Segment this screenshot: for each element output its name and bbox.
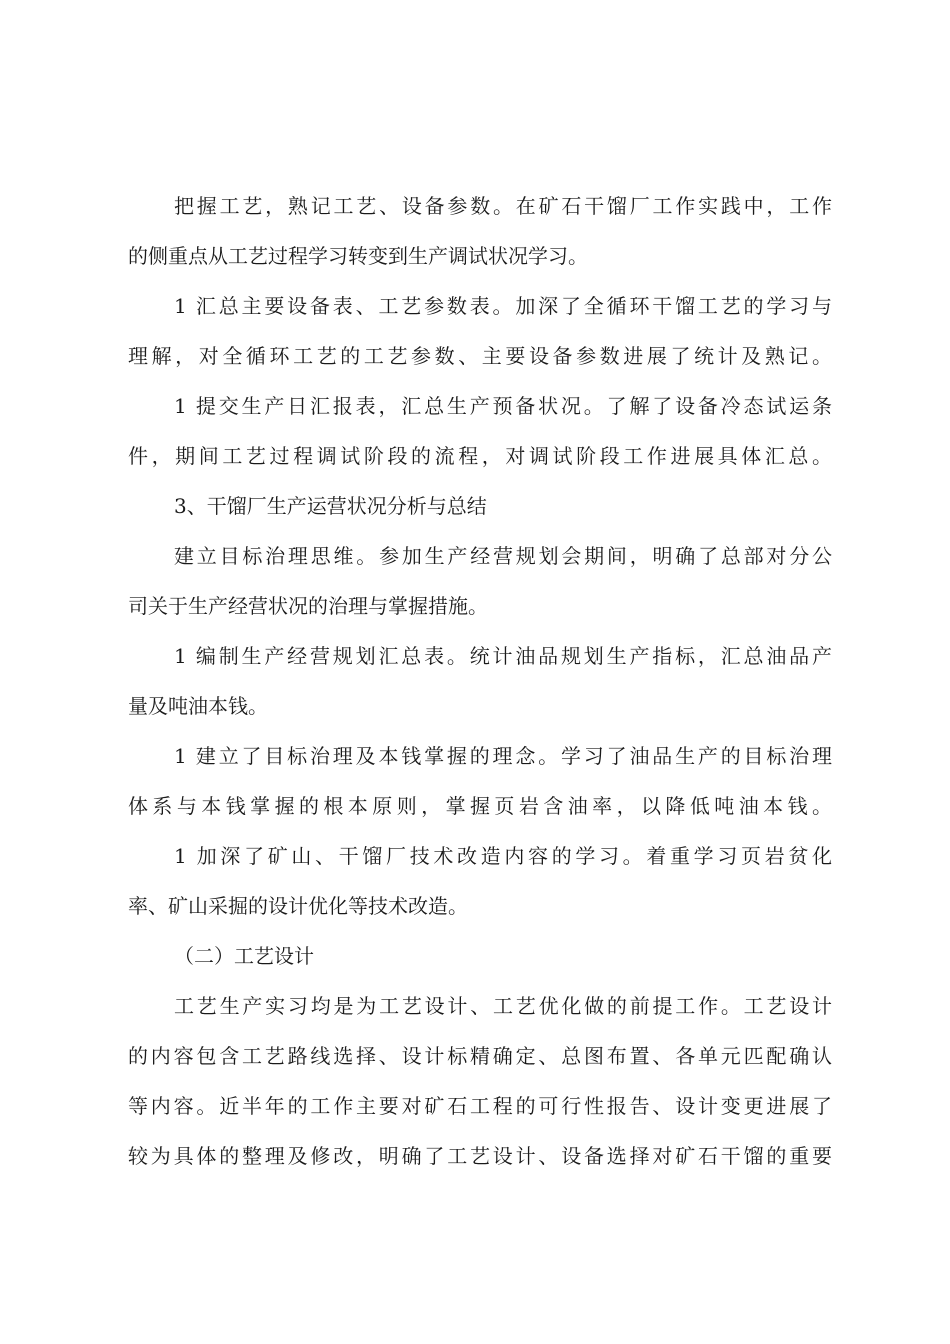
paragraph-line: 率、矿山采掘的设计优化等技术改造。 [128,894,468,918]
paragraph-line: 建立目标治理思维。参加生产经营规划会期间，明确了总部对分公 [174,544,832,568]
paragraph-line: 1 加深了矿山、干馏厂技术改造内容的学习。着重学习页岩贫化 [174,844,832,868]
paragraph-line: 1 提交生产日汇报表，汇总生产预备状况。了解了设备冷态试运条 [174,394,832,418]
paragraph-line: 件，期间工艺过程调试阶段的流程，对调试阶段工作进展具体汇总。 [128,444,832,468]
document-body [128,186,832,1186]
paragraph-line: 司关于生产经营状况的治理与掌握措施。 [128,594,488,618]
paragraph-line: 的侧重点从工艺过程学习转变到生产调试状况学习。 [128,244,588,268]
paragraph-line: 1 编制生产经营规划汇总表。统计油品规划生产指标，汇总油品产 [174,644,832,668]
paragraph-line: 的内容包含工艺路线选择、设计标精确定、总图布置、各单元匹配确认 [128,1044,832,1068]
paragraph-line: 1 建立了目标治理及本钱掌握的理念。学习了油品生产的目标治理 [174,744,832,768]
paragraph-line: 把握工艺，熟记工艺、设备参数。在矿石干馏厂工作实践中，工作 [174,194,832,218]
section-heading: （二）工艺设计 [174,944,314,968]
paragraph-line: 量及吨油本钱。 [128,694,268,718]
paragraph-line: 较为具体的整理及修改，明确了工艺设计、设备选择对矿石干馏的重要 [128,1144,832,1168]
section-heading: 3、干馏厂生产运营状况分析与总结 [174,494,487,518]
paragraph-line: 体系与本钱掌握的根本原则，掌握页岩含油率，以降低吨油本钱。 [128,794,832,818]
paragraph-line: 工艺生产实习均是为工艺设计、工艺优化做的前提工作。工艺设计 [174,994,832,1018]
paragraph-line: 等内容。近半年的工作主要对矿石工程的可行性报告、设计变更进展了 [128,1094,832,1118]
paragraph-line: 1 汇总主要设备表、工艺参数表。加深了全循环干馏工艺的学习与 [174,294,832,318]
paragraph-line: 理解，对全循环工艺的工艺参数、主要设备参数进展了统计及熟记。 [128,344,832,368]
